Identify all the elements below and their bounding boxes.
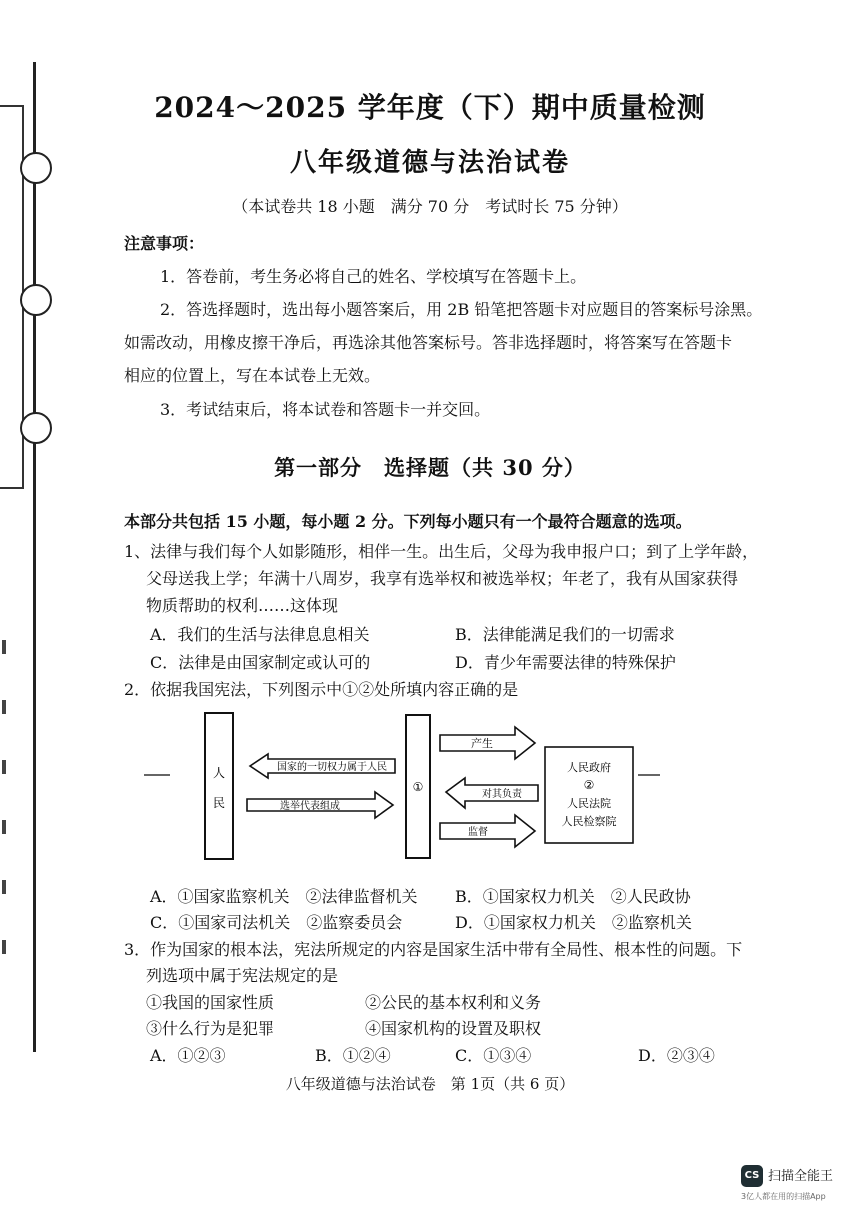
- notice-item: 3．考试结束后，将本试卷和答题卡一并交回。: [160, 400, 491, 419]
- diagram-label-power: 国家的一切权力属于人民: [277, 762, 387, 773]
- diagram-org-court: 人民法院: [567, 797, 611, 810]
- diagram-label-supervise: 监督: [468, 827, 488, 838]
- question-2-option-a: A．①国家监察机关 ②法律监督机关: [150, 887, 418, 906]
- question-3-stem: 列选项中属于宪法规定的是: [146, 966, 339, 985]
- diagram-people-top: 人: [212, 766, 226, 780]
- question-3-option-c: C．①③④: [455, 1046, 532, 1065]
- question-2-option-c: C．①国家司法机关 ②监察委员会: [150, 913, 403, 932]
- margin-dash: [2, 940, 6, 954]
- question-3-item: ④国家机构的设置及职权: [365, 1019, 542, 1038]
- scanner-logo-icon: CS: [741, 1165, 763, 1187]
- question-3-item: ③什么行为是犯罪: [146, 1019, 275, 1038]
- question-2-option-d: D．①国家权力机关 ②监察机关: [455, 913, 692, 932]
- section-intro: 本部分共包括 15 小题，每小题 2 分。下列每小题只有一个最符合题意的选项。: [124, 512, 692, 531]
- section-title: 第一部分 选择题（共 30 分）: [274, 455, 586, 480]
- margin-dash: [2, 700, 6, 714]
- question-1-stem: 1、法律与我们每个人如影随形，相伴一生。出生后，父母为我申报户口；到了上学年龄，: [124, 542, 759, 561]
- notice-heading: 注意事项：: [124, 234, 205, 253]
- state-structure-diagram: [140, 705, 680, 870]
- margin-dash: [2, 760, 6, 774]
- exam-info: （本试卷共 18 小题 满分 70 分 考试时长 75 分钟）: [232, 197, 628, 216]
- margin-dash: [2, 880, 6, 894]
- question-3-option-a: A．①②③: [150, 1046, 226, 1065]
- question-3-option-b: B．①②④: [315, 1046, 391, 1065]
- question-2-option-b: B．①国家权力机关 ②人民政协: [455, 887, 691, 906]
- notice-item: 相应的位置上，写在本试卷上无效。: [124, 366, 381, 385]
- diagram-blank-2: ②: [583, 778, 595, 792]
- question-1-option-c: C．法律是由国家制定或认可的: [150, 653, 371, 672]
- exam-title: 2024～2025 学年度（下）期中质量检测: [154, 91, 706, 124]
- diagram-label-responsible: 对其负责: [482, 789, 522, 800]
- diagram-label-produce: 产生: [471, 737, 493, 750]
- question-3-option-d: D．②③④: [638, 1046, 715, 1065]
- exam-subtitle: 八年级道德与法治试卷: [289, 148, 570, 178]
- scanner-tagline: 3亿人都在用的扫描App: [741, 1192, 826, 1201]
- question-3-item: ②公民的基本权利和义务: [365, 993, 542, 1012]
- question-1-stem: 父母送我上学；年满十八周岁，我享有选举权和被选举权；年老了，我有从国家获得: [146, 569, 739, 588]
- question-1-option-a: A．我们的生活与法律息息相关: [150, 625, 370, 644]
- margin-dash: [2, 820, 6, 834]
- question-2-stem: 2．依据我国宪法，下列图示中①②处所填内容正确的是: [124, 680, 519, 699]
- question-1-option-d: D．青少年需要法律的特殊保护: [455, 653, 676, 672]
- question-1-option-b: B．法律能满足我们的一切需求: [455, 625, 675, 644]
- notice-item: 如需改动，用橡皮擦干净后，再选涂其他答案标号。答非选择题时，将答案写在答题卡: [124, 333, 733, 352]
- notice-item: 2．答选择题时，选出每小题答案后，用 2B 铅笔把答题卡对应题目的答案标号涂黑。: [160, 300, 763, 319]
- binding-hole-icon: [20, 412, 52, 444]
- question-3-item: ①我国的国家性质: [146, 993, 275, 1012]
- margin-dash: [2, 640, 6, 654]
- diagram-blank-1: ①: [412, 780, 424, 794]
- notice-item: 1．答卷前，考生务必将自己的姓名、学校填写在答题卡上。: [160, 267, 587, 286]
- diagram-org-government: 人民政府: [567, 761, 611, 774]
- diagram-people-bottom: 民: [212, 796, 226, 810]
- diagram-people-box: [205, 713, 233, 859]
- question-1-stem: 物质帮助的权利……这体现: [146, 596, 339, 615]
- diagram-org-procuratorate: 人民检察院: [561, 815, 617, 828]
- scanner-brand: 扫描全能王: [768, 1169, 834, 1184]
- diagram-label-elect: 选举代表组成: [280, 801, 340, 812]
- question-3-stem: 3．作为国家的根本法，宪法所规定的内容是国家生活中带有全局性、根本性的问题。下: [124, 940, 743, 959]
- binding-hole-icon: [20, 284, 52, 316]
- page-footer: 八年级道德与法治试卷 第 1页（共 6 页）: [285, 1075, 575, 1093]
